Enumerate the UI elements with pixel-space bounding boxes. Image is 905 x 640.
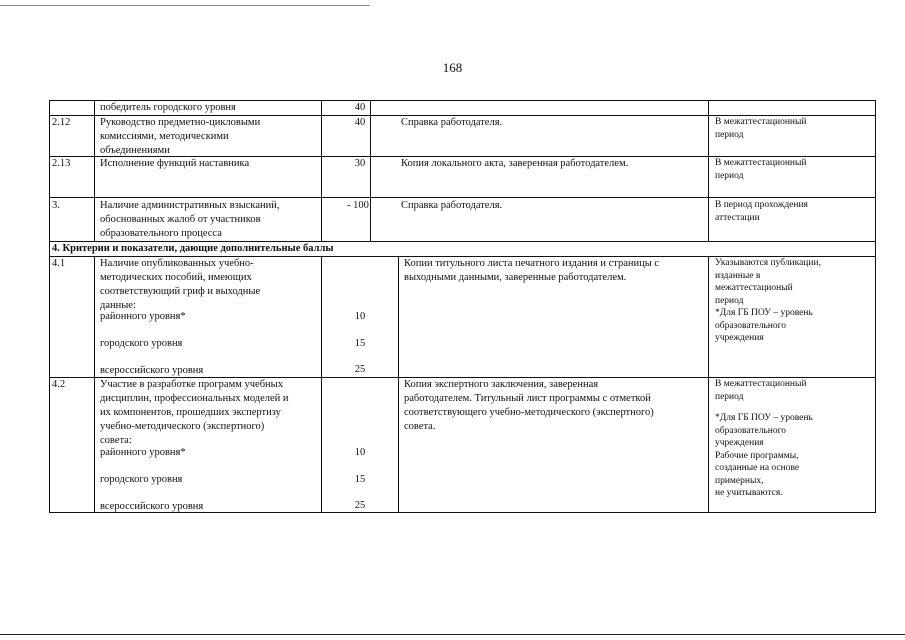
level-label: городского уровня [100, 338, 183, 349]
level-score: 15 [354, 474, 366, 485]
row-line [49, 197, 876, 198]
table-border-right [875, 100, 876, 513]
criterion-name: Руководство предметно-цикловыми комиссиями, методическими объединениями [100, 117, 261, 156]
assessment-period: Указываются публикации, изданные в межаттестационый период *Для ГБ ПОУ – уровень образовательного учреждения [715, 258, 821, 343]
level-score: 15 [354, 338, 366, 349]
criteria-table [49, 100, 876, 513]
criterion-name: Участие в разработке программ учебных дисциплин, профессиональных моделей и их компонентов, прошедших экспертизу учебно-методического (экспертного) совета: [100, 379, 289, 446]
assessment-period: В период прохождения аттестации [715, 200, 808, 223]
assessment-period: В межаттестационный период [715, 379, 807, 402]
criterion-score: 30 [354, 158, 366, 169]
col-divider-name [321, 100, 322, 241]
confirmation-doc: Справка работодателя. [401, 200, 503, 211]
criterion-number: 4.2 [52, 379, 66, 390]
assessment-period: В межаттестационный период [715, 158, 807, 181]
assessment-period-note: *Для ГБ ПОУ – уровень образовательного учреждения Рабочие программы, созданные на основе примерных, не учитываются. [715, 413, 813, 498]
level-label: районного уровня* [100, 311, 186, 322]
level-label: городского уровня [100, 474, 183, 485]
criterion-score: - 100 [347, 200, 369, 211]
confirmation-doc: Копии титульного листа печатного издания и страницы с выходными данными, заверенные работодателем. [404, 258, 660, 283]
col-divider-num-lower [94, 256, 95, 513]
criterion-number: 4.1 [52, 258, 66, 269]
col-divider-num [94, 100, 95, 241]
page-number: 168 [442, 60, 463, 75]
criterion-number: 2.13 [52, 158, 71, 169]
level-score: 10 [354, 311, 366, 322]
criterion-name: Исполнение функций наставника [100, 158, 250, 169]
level-score: 10 [354, 447, 366, 458]
level-label: всероссийского уровня [100, 501, 204, 512]
confirmation-doc: Копия локального акта, заверенная работодателем. [401, 158, 629, 169]
criterion-name: Наличие административных взысканий, обоснованных жалоб от участников образовательного процесса [100, 200, 280, 239]
col-divider-score-lower [398, 256, 399, 513]
assessment-period: В межаттестационный период [715, 117, 807, 140]
scan-edge-line [0, 5, 370, 6]
confirmation-doc: Копия экспертного заключения, заверенная работодателем. Титульный лист программы с отметкой соответствующего учебно-методического (экспертного) совета. [404, 379, 654, 432]
criterion-score: 40 [354, 102, 366, 113]
criterion-name: Наличие опубликованных учебно- методических пособий, имеющих соответствующий гриф и выходные данные: [100, 258, 261, 311]
col-divider-name-lower [321, 256, 322, 513]
col-divider-confirm [708, 100, 709, 241]
level-label: всероссийского уровня [100, 365, 204, 376]
criterion-name: победитель городского уровня [100, 102, 236, 113]
level-score: 25 [354, 364, 366, 375]
section-heading: 4. Критерии и показатели, дающие дополнительные баллы [52, 243, 334, 254]
scan-edge-line [0, 634, 905, 635]
level-score: 25 [354, 500, 366, 511]
criterion-number: 2.12 [52, 117, 71, 128]
confirmation-doc: Справка работодателя. [401, 117, 503, 128]
level-label: районного уровня* [100, 447, 186, 458]
col-divider-confirm-lower [708, 256, 709, 513]
table-border-left [49, 100, 50, 513]
criterion-score: 40 [354, 117, 366, 128]
criterion-number: 3. [52, 200, 60, 211]
